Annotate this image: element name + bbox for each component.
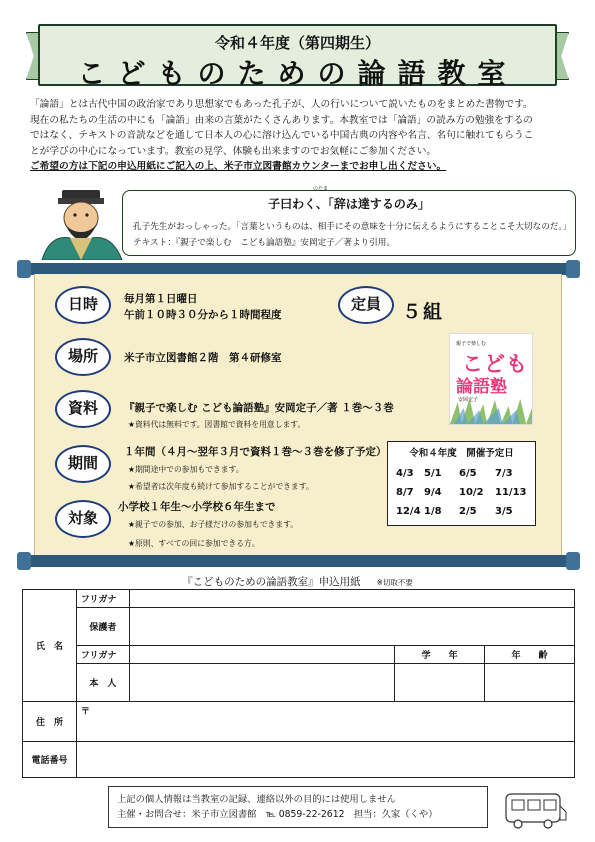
child-label: 本 人 (76, 664, 129, 702)
confucius-illustration (40, 186, 124, 260)
target-value: 小学校１年生～小学校６年生まで (118, 501, 276, 513)
place-label: 場所 (55, 338, 111, 376)
target-label: 対象 (55, 500, 111, 538)
banner-subtitle: 令和４年度（第四期生） (214, 34, 380, 52)
schedule-title: 令和４年度 開催予定日 (409, 448, 514, 459)
book-grass-art (450, 396, 532, 424)
date-line2: 午前１０時３０分から１時間程度 (124, 309, 282, 321)
date-label: 日時 (55, 286, 111, 324)
capacity-value: ５組 (402, 301, 445, 323)
contact-info: 主催・お問合せ：米子市立図書館 ℡ 0859-22-2612 担当：久家（くや） (117, 809, 438, 820)
schedule-date: 7/3 (495, 468, 513, 479)
intro-line: 「論語」とは古代中国の政治家であり思想家でもあった孔子が、人の行いについて説いたものをまとめた書物です。 (30, 99, 533, 110)
schedule-date: 5/1 (424, 468, 442, 479)
target-note: ★原則、すべての回に参加できる方。 (128, 539, 260, 548)
child-furigana-label: フリガナ (76, 646, 129, 664)
schedule-date: 8/7 (396, 487, 414, 498)
intro-text (30, 97, 570, 175)
book-van-illustration (502, 786, 568, 830)
address-label: 住 所 (23, 702, 77, 742)
intro-line: とが学びの中心になっています。教室の見学、体験も出来ますのでお気軽にご参加ください。 (30, 145, 437, 157)
period-note: ★期間途中での参加もできます。 (128, 465, 244, 474)
schedule-date: 4/3 (396, 468, 414, 479)
material-label: 資料 (55, 390, 111, 428)
schedule-date: 9/4 (424, 487, 442, 498)
phone-field[interactable] (76, 742, 574, 778)
form-note: ※切取不要 (376, 578, 413, 587)
guardian-furigana-label: フリガナ (76, 590, 129, 608)
schedule-date: 6/5 (459, 468, 477, 479)
date-line1: 毎月第１日曜日 (124, 293, 198, 305)
postal-mark: 〒 (80, 707, 90, 717)
child-furigana-field[interactable] (129, 646, 394, 664)
schedule-date: 11/13 (495, 487, 527, 498)
capacity-label: 定員 (338, 286, 394, 324)
age-label: 年 齢 (485, 646, 575, 664)
place-value: 米子市立図書館２階 第４研修室 (124, 352, 282, 364)
schedule-date: 10/2 (459, 487, 484, 498)
quote-ruby: のたま (313, 186, 329, 192)
quote-box (122, 186, 576, 256)
form-title-text: 『こどものための論語教室』申込用紙 (182, 576, 361, 588)
footer-box (108, 786, 488, 828)
schedule-dates (388, 468, 535, 517)
age-field[interactable] (485, 664, 575, 702)
material-value: 『親子で楽しむ こども論語塾』安岡定子／著 １巻～３巻 (124, 402, 394, 414)
form-title (0, 574, 595, 589)
scroll-rod-bottom (23, 555, 574, 567)
guardian-label: 保護者 (76, 608, 129, 646)
phone-label: 電話番号 (23, 742, 77, 778)
schedule-box (387, 441, 536, 526)
address-field[interactable] (76, 702, 574, 742)
book-title-bottom: 論語塾 (456, 377, 507, 397)
guardian-furigana-field[interactable] (129, 590, 574, 608)
schedule-date: 3/5 (495, 506, 513, 517)
grade-field[interactable] (395, 664, 485, 702)
page-title: こどものための論語教室 (77, 57, 518, 90)
name-label: 氏 名 (23, 590, 77, 702)
schedule-date: 2/5 (459, 506, 477, 517)
grade-label: 学 年 (395, 646, 485, 664)
quote-title: 子曰わく、「辞は達するのみ」 (268, 197, 430, 211)
quote-source: テキスト：『親子で楽しむ こども論語塾』安岡定子／著より引用。 (133, 238, 395, 248)
book-title-top: こども (462, 352, 528, 376)
period-value: １年間（４月～翌年３月で資料１巻～３巻を修了予定） (124, 446, 387, 458)
book-cover (449, 333, 533, 425)
application-notice: ご希望の方は下記の申込用紙にご記入の上、米子市立図書館カウンターまでお申し出ください。 (30, 161, 447, 173)
schedule-date: 12/4 (396, 506, 421, 517)
application-form (22, 589, 575, 778)
period-label: 期間 (55, 445, 111, 483)
banner-body (38, 24, 557, 90)
intro-line: 現在の私たちの生活の中にも「論語」由来の言葉がたくさんあります。本教室では「論語」の読み方の勉強をするの (30, 114, 533, 126)
book-author: 安岡定子 (458, 397, 479, 403)
period-note: ★希望者は次年度も続けて参加することができます。 (128, 482, 314, 491)
material-note: ★資料代は無料です。図書館で資料を用意します。 (128, 420, 306, 429)
title-banner (26, 18, 569, 88)
child-name-field[interactable] (129, 664, 394, 702)
quote-translation: 孔子先生がおっしゃった。「言葉というものは、相手にその意味を十分に伝えるようにすることこそ大切なのだ。」 (133, 222, 572, 232)
privacy-note: 上記の個人情報は当教室の記録、連絡以外の目的には使用しません (117, 794, 396, 805)
guardian-name-field[interactable] (129, 608, 574, 646)
target-note: ★親子での参加、お子様だけの参加もできます。 (128, 520, 299, 529)
intro-line: ではなく、テキストの音読などを通して日本人の心に溶け込んでいる中国古典の内容や名言、名句に触れてもらうこ (30, 130, 534, 142)
schedule-date: 1/8 (424, 506, 442, 517)
book-series: 親子で楽しむ (456, 341, 487, 347)
